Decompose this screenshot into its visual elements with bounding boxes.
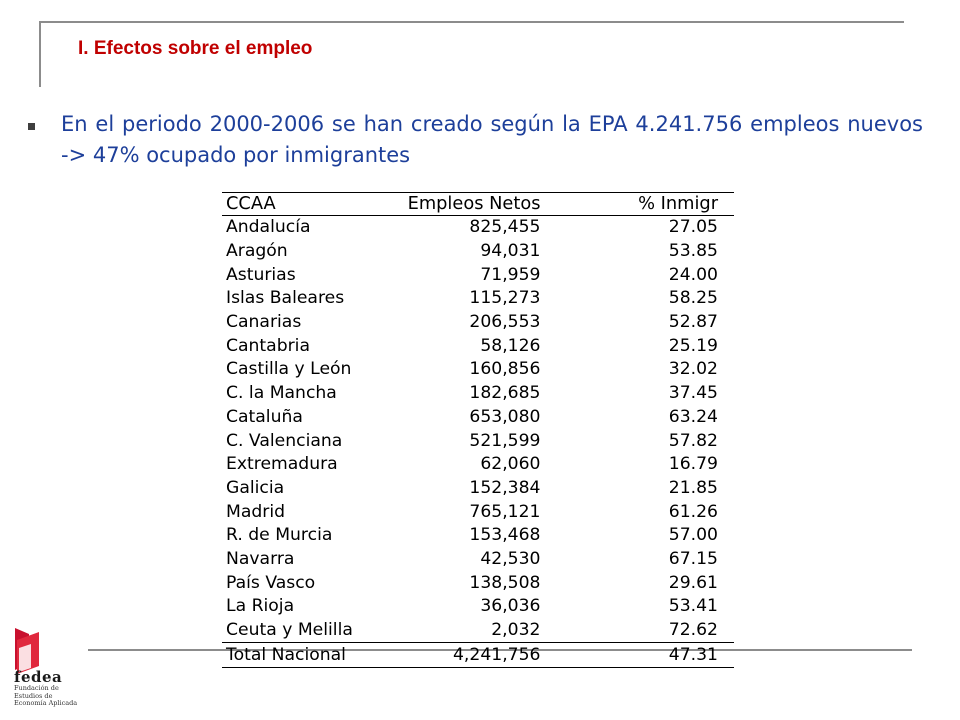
bullet-text: En el periodo 2000-2006 se han creado según la EPA 4.241.756 empleos nuevos -> 47% ocupado por inmigrantes [61, 112, 923, 167]
table-row [222, 500, 734, 524]
inmigr-cell: 21.85 [668, 477, 718, 498]
empleos-cell: 182,685 [469, 383, 541, 404]
logo-subtitle-line: Fundación de [14, 684, 59, 692]
inmigr-cell: 27.05 [668, 217, 718, 238]
region-cell: Galicia [226, 477, 285, 498]
table-row [222, 358, 734, 382]
inmigr-cell: 57.00 [668, 525, 718, 546]
inmigr-cell: 29.61 [668, 572, 718, 593]
empleos-cell: 152,384 [469, 477, 541, 498]
inmigr-cell: 25.19 [668, 335, 718, 356]
table-row [222, 477, 734, 501]
table-row [222, 524, 734, 548]
table-row [222, 406, 734, 430]
inmigr-cell: 72.62 [668, 620, 718, 641]
empleos-cell: 653,080 [469, 406, 541, 427]
total-empleos-cell: 4,241,756 [399, 643, 541, 668]
region-cell: Aragón [226, 241, 288, 262]
region-cell: Navarra [226, 548, 295, 569]
region-cell: Extremadura [226, 454, 338, 475]
empleos-cell: 115,273 [469, 288, 541, 309]
table-row [222, 311, 734, 335]
inmigr-cell: 67.15 [668, 548, 718, 569]
region-cell: Castilla y León [226, 359, 352, 380]
region-cell: R. de Murcia [226, 525, 333, 546]
table-row [222, 240, 734, 264]
empleos-cell: 138,508 [469, 572, 541, 593]
inmigr-cell: 63.24 [668, 406, 718, 427]
inmigr-cell: 52.87 [668, 312, 718, 333]
region-cell: Andalucía [226, 217, 311, 238]
inmigr-cell: 61.26 [668, 501, 718, 522]
table-row [222, 595, 734, 619]
region-cell: La Rioja [226, 596, 295, 617]
region-cell: Ceuta y Melilla [226, 620, 353, 641]
empleos-cell: 160,856 [469, 359, 541, 380]
empleos-cell: 206,553 [469, 312, 541, 333]
empleos-cell: 94,031 [480, 241, 541, 262]
table-header-row [222, 193, 734, 216]
empleos-cell: 825,455 [469, 217, 541, 238]
table-row [222, 619, 734, 643]
empleos-cell: 765,121 [469, 501, 541, 522]
total-label-cell: Total Nacional [222, 643, 399, 668]
region-cell: Madrid [226, 501, 286, 522]
region-cell: Asturias [226, 264, 296, 285]
table-row [222, 453, 734, 477]
empleos-cell: 2,032 [491, 620, 541, 641]
column-header-ccaa: CCAA [222, 193, 399, 216]
table-row [222, 263, 734, 287]
inmigr-cell: 58.25 [668, 288, 718, 309]
inmigr-cell: 37.45 [668, 383, 718, 404]
logo-subtitle-line: Economía Aplicada [14, 699, 78, 707]
region-cell: Cataluña [226, 406, 303, 427]
bullet-square-icon [28, 123, 35, 130]
empleos-cell: 58,126 [480, 335, 541, 356]
empleos-cell: 521,599 [469, 430, 541, 451]
region-cell: Islas Baleares [226, 288, 345, 309]
table-total-row [222, 643, 734, 668]
table-row [222, 429, 734, 453]
table-row [222, 216, 734, 240]
region-cell: Canarias [226, 312, 302, 333]
logo-subtitle-line: Estudios de [14, 691, 53, 700]
region-cell: C. Valenciana [226, 430, 343, 451]
region-cell: País Vasco [226, 572, 316, 593]
inmigr-cell: 16.79 [668, 454, 718, 475]
table-row [222, 334, 734, 358]
logo-subtitle [14, 685, 84, 708]
column-header-empleos: Empleos Netos [399, 193, 541, 216]
table-row [222, 382, 734, 406]
empleos-cell: 62,060 [480, 454, 541, 475]
slide-title: I. Efectos sobre el empleo [78, 38, 313, 59]
empleos-cell: 71,959 [480, 264, 541, 285]
column-header-inmigr: % Inmigr [540, 193, 734, 216]
inmigr-cell: 53.41 [668, 596, 718, 617]
table-row [222, 287, 734, 311]
inmigr-cell: 57.82 [668, 430, 718, 451]
frame-left-line [39, 21, 41, 87]
inmigr-cell: 24.00 [668, 264, 718, 285]
employment-table [222, 192, 734, 668]
logo-wordmark: fedea [14, 668, 63, 686]
inmigr-cell: 32.02 [668, 359, 718, 380]
inmigr-cell: 53.85 [668, 241, 718, 262]
empleos-cell: 36,036 [480, 596, 541, 617]
frame-top-line [40, 21, 904, 23]
empleos-cell: 153,468 [469, 525, 541, 546]
table-row [222, 571, 734, 595]
table-row [222, 548, 734, 572]
total-inmigr-cell: 47.31 [540, 643, 734, 668]
region-cell: Cantabria [226, 335, 310, 356]
region-cell: C. la Mancha [226, 383, 337, 404]
empleos-cell: 42,530 [480, 548, 541, 569]
